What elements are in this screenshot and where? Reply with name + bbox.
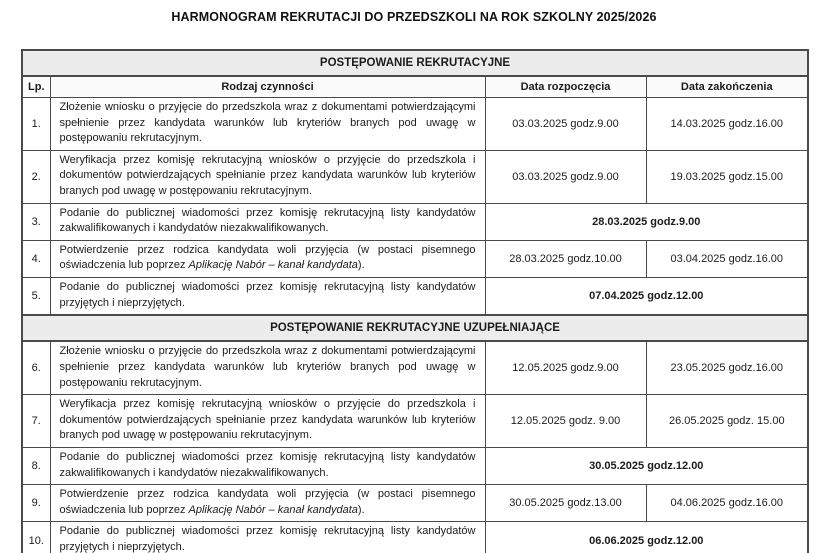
- end-date-cell: 14.03.2025 godz.16.00: [646, 98, 808, 151]
- column-header-end-date: Data zakończenia: [646, 76, 808, 98]
- activity-cell: [50, 240, 485, 277]
- activity-text-italic: Aplikację Nabór – kanał kandydata: [188, 259, 358, 272]
- section-header-supplementary-recruitment: POSTĘPOWANIE REKRUTACYJNE UZUPEŁNIAJĄCE: [22, 315, 808, 341]
- recruitment-schedule-table: [21, 49, 809, 553]
- end-date-cell: 04.06.2025 godz.16.00: [646, 485, 808, 522]
- activity-cell: Podanie do publicznej wiadomości przez komisję rekrutacyjną listy kandydatów przyjętych i nieprzyjętych.: [50, 522, 485, 553]
- row-number-cell: 7.: [22, 395, 50, 448]
- end-date-cell: 03.04.2025 godz.16.00: [646, 240, 808, 277]
- table-row: [22, 485, 808, 522]
- table-row: [22, 447, 808, 484]
- table-row: [22, 98, 808, 151]
- row-number-cell: 6.: [22, 341, 50, 394]
- table-row: [22, 278, 808, 316]
- activity-cell: Podanie do publicznej wiadomości przez komisję rekrutacyjną listy kandydatów zakwalifikowanych i kandydatów niezakwalifikowanych.: [50, 447, 485, 484]
- activity-cell: Podanie do publicznej wiadomości przez komisję rekrutacyjną listy kandydatów zakwalifikowanych i kandydatów niezakwalifikowanych.: [50, 203, 485, 240]
- end-date-cell: 19.03.2025 godz.15.00: [646, 150, 808, 203]
- activity-text: ).: [357, 259, 365, 272]
- start-date-cell: 03.03.2025 godz.9.00: [485, 98, 646, 151]
- section-header-row: [22, 50, 808, 76]
- activity-text: Potwierdzenie przez rodzica kandydata woli przyjęcia (w postaci pisemnego oświadczenia lub poprzez: [59, 243, 476, 272]
- table-row: [22, 341, 808, 394]
- start-date-cell: 12.05.2025 godz. 9.00: [485, 395, 646, 448]
- column-header-start-date: Data rozpoczęcia: [485, 76, 646, 98]
- start-date-cell: 03.03.2025 godz.9.00: [485, 150, 646, 203]
- table-row: [22, 150, 808, 203]
- merged-date-cell: 30.05.2025 godz.12.00: [485, 447, 808, 484]
- column-header-activity: Rodzaj czynności: [50, 76, 485, 98]
- activity-cell: Weryfikacja przez komisję rekrutacyjną wniosków o przyjęcie do przedszkola i dokumentów potwierdzających spełnianie przez kandydata warunków lub kryteriów branych pod uwagę w postępowaniu rekrutacyjnym.: [50, 150, 485, 203]
- merged-date-cell: 28.03.2025 godz.9.00: [485, 203, 808, 240]
- activity-cell: Weryfikacja przez komisję rekrutacyjną wniosków o przyjęcie do przedszkola i dokumentów potwierdzających spełnianie przez kandydata warunków lub kryteriów branych pod uwagę w postępowaniu rekrutacyjnym.: [50, 395, 485, 448]
- activity-cell: [50, 485, 485, 522]
- row-number-cell: 8.: [22, 447, 50, 484]
- activity-text: ).: [357, 503, 365, 516]
- table-row: [22, 395, 808, 448]
- row-number-cell: 5.: [22, 278, 50, 316]
- page-title: HARMONOGRAM REKRUTACJI DO PRZEDSZKOLI NA ROK SZKOLNY 2025/2026: [171, 10, 657, 24]
- end-date-cell: 23.05.2025 godz.16.00: [646, 341, 808, 394]
- table-row: [22, 240, 808, 277]
- start-date-cell: 28.03.2025 godz.10.00: [485, 240, 646, 277]
- merged-date-cell: 06.06.2025 godz.12.00: [485, 522, 808, 553]
- row-number-cell: 2.: [22, 150, 50, 203]
- row-number-cell: 9.: [22, 485, 50, 522]
- column-header-row: [22, 76, 808, 98]
- section-header-row: [22, 315, 808, 341]
- activity-cell: Złożenie wniosku o przyjęcie do przedszkola wraz z dokumentami potwierdzającymi spełnienie przez kandydata warunków lub kryteriów branych pod uwagę w postępowaniu rekrutacyjnym.: [50, 341, 485, 394]
- activity-text: Potwierdzenie przez rodzica kandydata woli przyjęcia (w postaci pisemnego oświadczenia lub poprzez: [59, 488, 476, 516]
- row-number-cell: 3.: [22, 203, 50, 240]
- section-header-recruitment: POSTĘPOWANIE REKRUTACYJNE: [22, 50, 808, 76]
- merged-date-cell: 07.04.2025 godz.12.00: [485, 278, 808, 316]
- row-number-cell: 10.: [22, 522, 50, 553]
- table-row: [22, 522, 808, 553]
- row-number-cell: 1.: [22, 98, 50, 151]
- table-row: [22, 203, 808, 240]
- activity-cell: Podanie do publicznej wiadomości przez komisję rekrutacyjną listy kandydatów przyjętych i nieprzyjętych.: [50, 278, 485, 316]
- start-date-cell: 12.05.2025 godz.9.00: [485, 341, 646, 394]
- activity-cell: Złożenie wniosku o przyjęcie do przedszkola wraz z dokumentami potwierdzającymi spełnienie przez kandydata warunków lub kryteriów branych pod uwagę w postępowaniu rekrutacyjnym.: [50, 98, 485, 151]
- end-date-cell: 26.05.2025 godz. 15.00: [646, 395, 808, 448]
- start-date-cell: 30.05.2025 godz.13.00: [485, 485, 646, 522]
- column-header-lp: Lp.: [22, 76, 50, 98]
- row-number-cell: 4.: [22, 240, 50, 277]
- activity-text-italic: Aplikację Nabór – kanał kandydata: [188, 503, 358, 516]
